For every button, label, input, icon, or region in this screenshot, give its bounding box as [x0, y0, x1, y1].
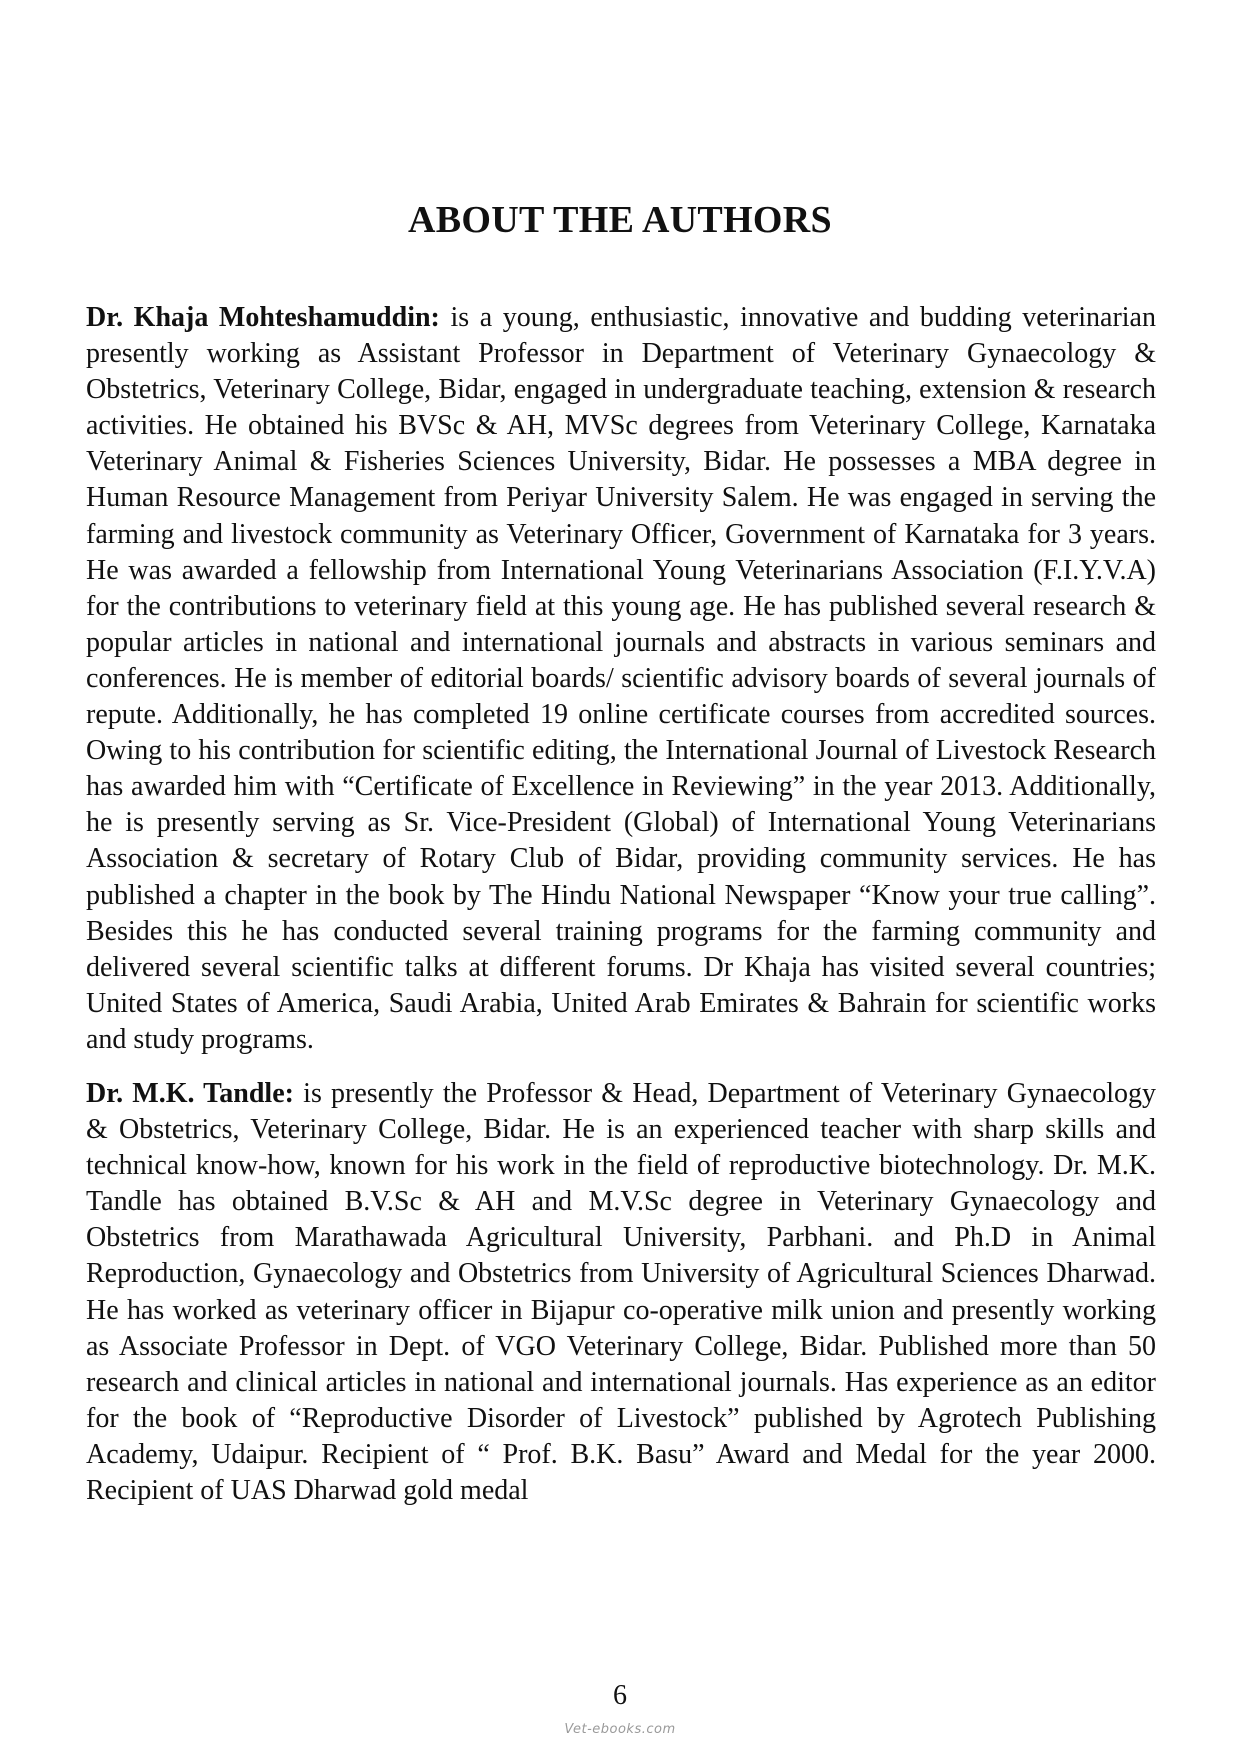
- author-name: Dr. Khaja Mohteshamuddin:: [86, 302, 440, 333]
- author-name: Dr. M.K. Tandle:: [86, 1077, 294, 1109]
- authors-section: [86, 300, 1156, 1527]
- page-number: 6: [613, 1680, 627, 1711]
- author-bio-text: is presently the Professor & Head, Department of Veterinary Gynaecology & Obstetrics, Veterinary College, Bidar. He is an experienced teacher with sharp skills and technical know-how, known for his work in the field of reproductive biotechnology. Dr. M.K. Tandle has obtained B.V.Sc & AH and M.V.Sc degree in Veterinary Gynaecology and Obstetrics from Marathawada Agricultural University, Parbhani. and Ph.D in Animal Reproduction, Gynaecology and Obstetrics from University of Agricultural Sciences Dharwad. He has worked as veterinary officer in Bijapur co-operative milk union and presently working as Associate Professor in Dept. of VGO Veterinary College, Bidar. Published more than 50 research and clinical articles in national and international journals. Has experience as an editor for the book of “Reproductive Disorder of Livestock” published by Agrotech Publishing Academy, Udaipur. Recipient of “ Prof. B.K. Basu” Award and Medal for the year 2000. Recipient of UAS Dharwad gold medal: [86, 1077, 1157, 1506]
- author-bio-khaja: [86, 300, 1156, 1058]
- page-title: ABOUT THE AUTHORS: [408, 199, 832, 241]
- author-bio-text: is a young, enthusiastic, innovative and budding veterinarian presently working as Assistant Professor in Department of Veterinary Gynaecology & Obstetrics, Veterinary College, Bidar, engaged in undergraduate teaching, extension & research activities. He obtained his BVSc & AH, MVSc degrees from Veterinary College, Karnataka Veterinary Animal & Fisheries Sciences University, Bidar. He possesses a MBA degree in Human Resource Management from Periyar University Salem. He was engaged in serving the farming and livestock community as Veterinary Officer, Government of Karnataka for 3 years. He was awarded a fellowship from International Young Veterinarians Association (F.I.Y.V.A) for the contributions to veterinary field at this young age. He has published several research & popular articles in national and international journals and abstracts in various seminars and conferences. He is member of editorial boards/ scientific advisory boards of several journals of repute. Additionally, he has completed 19 online certificate courses from accredited sources. Owing to his contribution for scientific editing, the International Journal of Livestock Research has awarded him with “Certificate of Excellence in Reviewing” in the year 2013. Additionally, he is presently serving as Sr. Vice-President (Global) of International Young Veterinarians Association & secretary of Rotary Club of Bidar, providing community services. He has published a chapter in the book by The Hindu National Newspaper “Know your true calling”. Besides this he has conducted several training programs for the farming community and delivered several scientific talks at different forums. Dr Khaja has visited several countries; United States of America, Saudi Arabia, United Arab Emirates & Bahrain for scientific works and study programs.: [86, 302, 1156, 1055]
- author-bio-tandle: [86, 1076, 1156, 1509]
- watermark-logo: Vet-ebooks.com: [564, 1722, 676, 1737]
